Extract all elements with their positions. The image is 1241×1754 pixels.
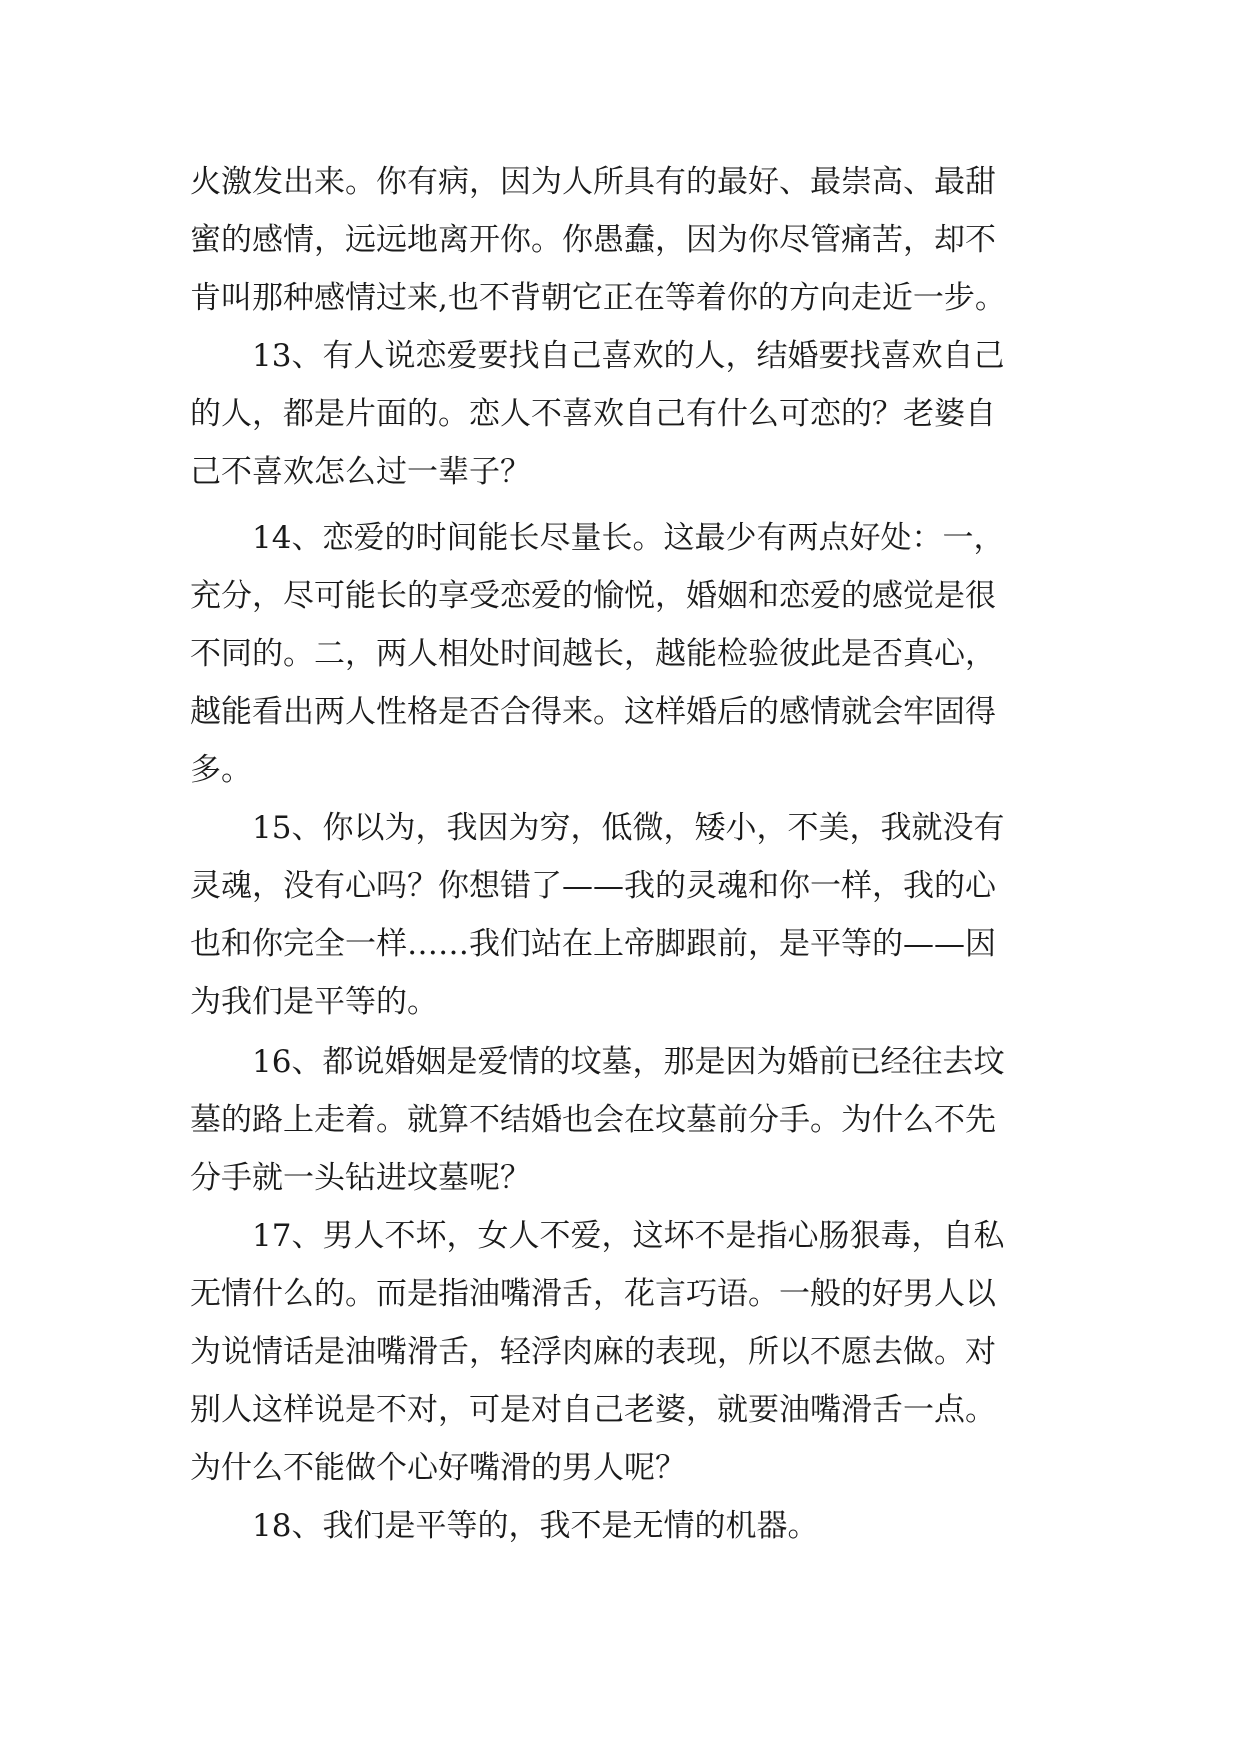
text-line: 不同的。二，两人相处时间越长，越能检验彼此是否真心， xyxy=(190,636,996,672)
text-line: 火激发出来。你有病，因为人所具有的最好、最崇高、最甜 xyxy=(190,164,996,200)
text-line: 墓的路上走着。就算不结婚也会在坟墓前分手。为什么不先 xyxy=(190,1102,996,1138)
text-line: 为说情话是油嘴滑舌，轻浮肉麻的表现，所以不愿去做。对 xyxy=(190,1334,996,1370)
paragraph-18-first-line: 18、我们是平等的，我不是无情的机器。 xyxy=(252,1508,819,1544)
text-line: 别人这样说是不对，可是对自己老婆，就要油嘴滑舌一点。 xyxy=(190,1392,996,1428)
paragraph-14-first-line: 14、恋爱的时间能长尽量长。这最少有两点好处：一， xyxy=(252,520,1005,556)
text-line: 分手就一头钻进坟墓呢？ xyxy=(190,1160,531,1196)
text-line: 肯叫那种感情过来,也不背朝它正在等着你的方向走近一步。 xyxy=(190,280,1006,316)
text-line: 的人，都是片面的。恋人不喜欢自己有什么可恋的？老婆自 xyxy=(190,396,996,432)
text-line: 为我们是平等的。 xyxy=(190,984,438,1020)
text-line: 蜜的感情，远远地离开你。你愚蠢，因为你尽管痛苦，却不 xyxy=(190,222,996,258)
text-line: 越能看出两人性格是否合得来。这样婚后的感情就会牢固得 xyxy=(190,694,996,730)
text-line: 多。 xyxy=(190,752,252,788)
paragraph-13-first-line: 13、有人说恋爱要找自己喜欢的人，结婚要找喜欢自己 xyxy=(252,338,1005,374)
text-line: 也和你完全一样……我们站在上帝脚跟前，是平等的——因 xyxy=(190,926,996,962)
text-line: 充分，尽可能长的享受恋爱的愉悦，婚姻和恋爱的感觉是很 xyxy=(190,578,996,614)
paragraph-15-first-line: 15、你以为，我因为穷，低微，矮小，不美，我就没有 xyxy=(252,810,1005,846)
text-line: 无情什么的。而是指油嘴滑舌，花言巧语。一般的好男人以 xyxy=(190,1276,996,1312)
paragraph-16-first-line: 16、都说婚姻是爱情的坟墓，那是因为婚前已经往去坟 xyxy=(252,1044,1005,1080)
text-line: 灵魂，没有心吗？你想错了——我的灵魂和你一样，我的心 xyxy=(190,868,996,904)
paragraph-17-first-line: 17、男人不坏，女人不爱，这坏不是指心肠狠毒，自私 xyxy=(252,1218,1005,1254)
text-line: 己不喜欢怎么过一辈子？ xyxy=(190,454,531,490)
text-line: 为什么不能做个心好嘴滑的男人呢？ xyxy=(190,1450,686,1486)
